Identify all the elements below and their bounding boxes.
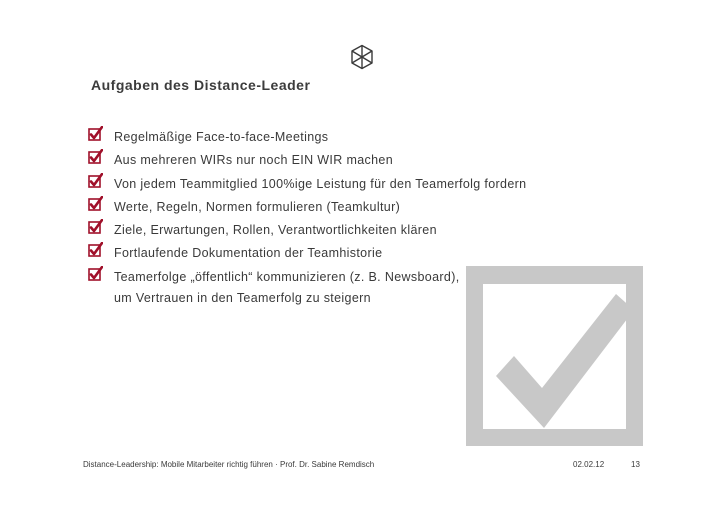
large-checkbox-check-icon: [466, 266, 643, 446]
checkbox-check-icon: [88, 219, 103, 234]
bullet-text: Werte, Regeln, Normen formulieren (Teamkultur): [114, 199, 401, 214]
slide-title: Aufgaben des Distance-Leader: [91, 77, 311, 93]
checkbox-check-icon: [88, 196, 103, 211]
bullet-text-line1: Teamerfolge „öffentlich“ kommunizieren (z. B. Newsboard),: [114, 269, 460, 284]
checkbox-check-icon: [88, 266, 103, 281]
checkbox-check-icon: [88, 173, 103, 188]
bullet-text: Ziele, Erwartungen, Rollen, Verantwortlichkeiten klären: [114, 223, 437, 238]
page-number: 13: [631, 460, 640, 469]
bullet-text: Aus mehreren WIRs nur noch EIN WIR machen: [114, 153, 394, 168]
checkbox-check-icon: [88, 126, 103, 141]
checkbox-check-icon: [88, 242, 103, 257]
hexagon-cube-logo-icon: [350, 44, 374, 70]
bullet-text: Von jedem Teammitglied 100%ige Leistung für den Teamerfolg fordern: [114, 176, 527, 191]
bullet-text: Fortlaufende Dokumentation der Teamhistorie: [114, 246, 383, 261]
checkbox-check-icon: [88, 149, 103, 164]
footer-text: Distance-Leadership: Mobile Mitarbeiter richtig führen · Prof. Dr. Sabine Remdisch: [83, 460, 375, 469]
bullet-text: Regelmäßige Face-to-face-Meetings: [114, 130, 329, 144]
bullet-text: [114, 267, 460, 309]
bullet-text-line2: um Vertrauen in den Teamerfolg zu steigern: [114, 290, 371, 305]
footer-date: 02.02.12: [573, 460, 605, 469]
